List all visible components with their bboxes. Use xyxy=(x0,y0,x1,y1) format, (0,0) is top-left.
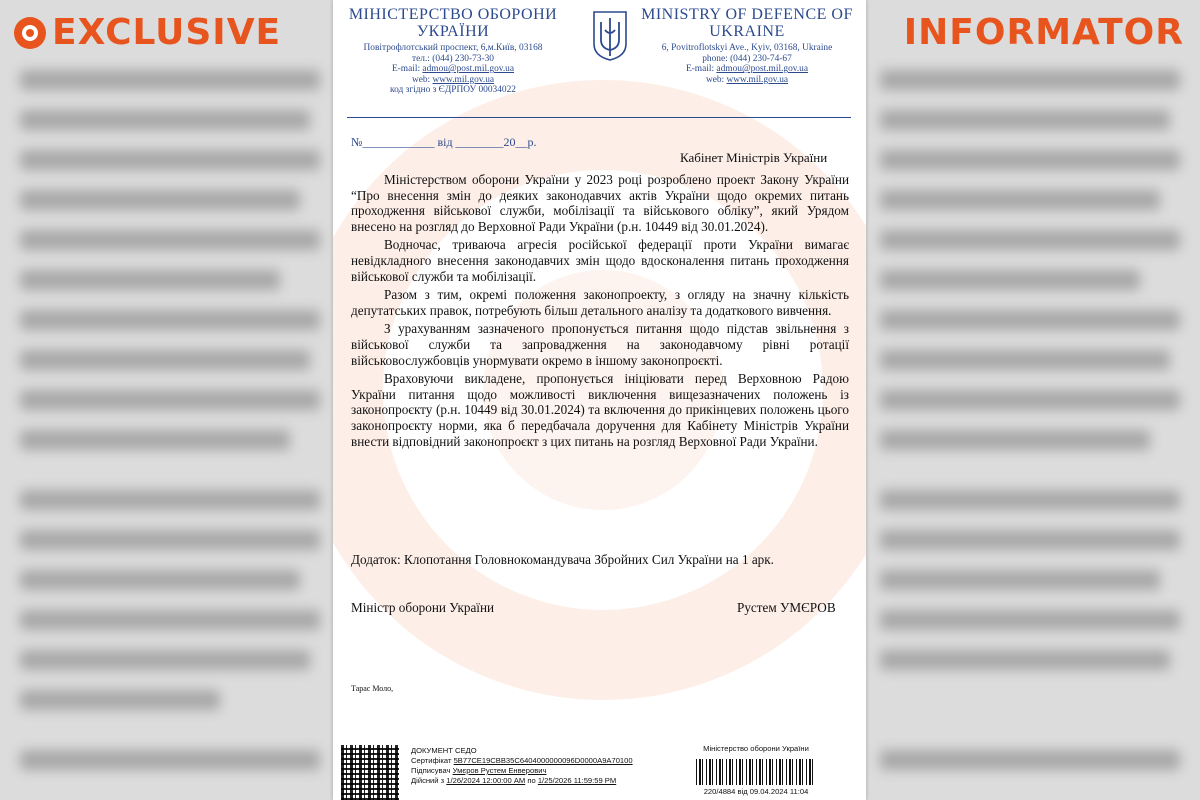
web-link-ua[interactable]: www.mil.gov.ua xyxy=(432,74,495,85)
barcode xyxy=(696,759,816,785)
informator-brand: INFORMATOR xyxy=(903,12,1184,53)
registration-number: 220/4884 від 09.04.2024 11:04 xyxy=(703,787,809,796)
addressee: Кабінет Міністрів України xyxy=(680,150,828,165)
address-ua: Повітрофлотський проспект, 6,м.Київ, 03168 xyxy=(363,43,543,53)
web-ua: web: www.mil.gov.ua xyxy=(411,74,495,85)
attachment-note: Додаток: Клопотання Головнокомандувача Збройних Сил України на 1 арк. xyxy=(351,552,774,567)
email-en: E-mail: admou@post.mil.gov.ua xyxy=(685,64,809,75)
registration-org: Міністерство оборони України xyxy=(703,744,809,753)
web-en: web: www.mil.gov.ua xyxy=(705,74,789,85)
sedo-signer: Підписувач Умєров Рустем Енверович xyxy=(411,766,547,775)
header-divider xyxy=(347,117,851,118)
letter-body xyxy=(351,172,849,452)
official-letter xyxy=(333,0,866,800)
sedo-stamp xyxy=(411,746,633,786)
paragraph: Разом з тим, окремі положення законопроекту, з огляду на значну кількість депутатських правок, потребують більш детального аналізу та додаткового вивчення. xyxy=(351,287,849,318)
paragraph: Водночас, триваюча агресія російської федерації проти України вимагає невідкладного внесення законодавчих змін щодо вдосконалення питань проходження військової служби та мобілізації. xyxy=(351,237,849,284)
exclusive-label: EXCLUSIVE xyxy=(52,12,282,53)
signer-title: Міністр оборони України xyxy=(351,600,495,615)
executor-name: Тарас Моло, xyxy=(351,684,394,693)
qr-code xyxy=(341,745,399,800)
exclusive-badge xyxy=(14,12,281,53)
web-link-en[interactable]: www.mil.gov.ua xyxy=(726,74,789,85)
sedo-validity: Дійсний з 1/26/2024 12:00:00 AM по 1/25/2026 11:59:59 PM xyxy=(411,776,617,785)
phone-en: phone: (044) 230-74-67 xyxy=(702,53,792,64)
email-link-en[interactable]: admou@post.mil.gov.ua xyxy=(716,64,809,75)
letterhead-ua xyxy=(333,6,573,96)
outgoing-number-line: №____________ від ________20__р. xyxy=(351,135,537,149)
paragraph: Враховуючи викладене, пропонується ініціювати перед Верховною Радою України питання щодо можливості виключення вищезазначених положень із законопроєкту (р.н. 10449 від 30.01.2024) та включення до прикінцевих положень цього законопроєкту норми, яка б передбачала доручення для Кабінету Міністрів України внести відповідний законопроєкт з цих питань на розгляд Верховної Ради України. xyxy=(351,371,849,449)
sedo-certificate: Сертифікат 5B77CE19CBB35C6404000000096D0000A9A70100 xyxy=(411,756,633,765)
informator-logo-icon xyxy=(14,17,46,49)
signer-name: Рустем УМЄРОВ xyxy=(737,600,836,615)
ministry-name-en: MINISTRY OF DEFENCE OF UKRAINE xyxy=(641,6,853,40)
paragraph: Міністерством оборони України у 2023 році розроблено проект Закону України “Про внесення змін до деяких законодавчих актів України щодо окремих питань проходження військової служби, мобілізації та військового обліку”, який Урядом внесено на розгляд до Верховної Ради України (р.н. 10449 від 30.01.2024). xyxy=(351,172,849,234)
letterhead-en xyxy=(627,6,866,85)
edrpou-code: код згідно з ЄДРПОУ 00034022 xyxy=(390,85,516,96)
phone-ua: тел.: (044) 230-73-30 xyxy=(412,53,494,64)
registration-stamp xyxy=(681,744,831,796)
letterhead xyxy=(333,6,866,111)
paragraph: З урахуванням зазначеного пропонується питання щодо підстав звільнення з військової служби та запровадження на законодавчому рівні ротації військовослужбовців унормувати окремо в іншому законопроєкті. xyxy=(351,321,849,368)
email-ua: E-mail: admou@post.mil.gov.ua xyxy=(391,64,515,75)
trident-icon xyxy=(590,10,630,62)
address-en: 6, Povitroflotskyi Ave., Kyiv, 03168, Ukraine xyxy=(661,43,833,53)
email-link-ua[interactable]: admou@post.mil.gov.ua xyxy=(422,64,515,75)
sedo-title: ДОКУМЕНТ СЕДО xyxy=(411,746,477,755)
ministry-name-ua: МІНІСТЕРСТВО ОБОРОНИ УКРАЇНИ xyxy=(348,6,558,40)
